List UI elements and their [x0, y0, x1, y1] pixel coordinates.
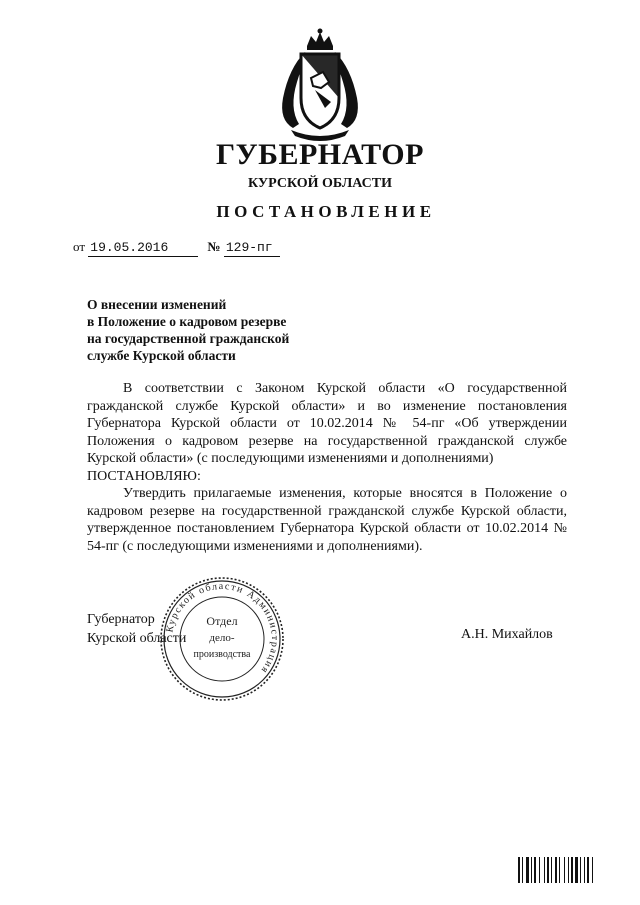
barcode-bar: [518, 857, 520, 883]
signatory-title-line: Курской области: [87, 631, 187, 646]
signatory-name: А.Н. Михайлов: [461, 627, 553, 642]
date-number-line: [73, 239, 280, 259]
stamp-center-line: Отдел: [206, 614, 238, 628]
barcode-bar: [526, 857, 529, 883]
barcode-bar: [522, 857, 523, 883]
stamp-ring-text: Курской области Администрация: [164, 580, 281, 677]
barcode-bar: [571, 857, 573, 883]
barcode-bar: [559, 857, 560, 883]
barcode-bar: [547, 857, 549, 883]
document-heading: [87, 296, 327, 364]
date-label: от: [73, 239, 86, 254]
barcode-bar: [575, 857, 578, 883]
barcode-bar: [584, 857, 585, 883]
barcode-bar: [551, 857, 552, 883]
barcode-bar: [539, 857, 540, 883]
document-number: 129-пг: [224, 240, 280, 257]
stamp-center-line: производства: [193, 649, 251, 660]
heading-line: в Положение о кадровом резерве: [87, 314, 287, 329]
issuer-region: КУРСКОЙ ОБЛАСТИ: [247, 176, 393, 191]
resolution-paragraph: Утвердить прилагаемые изменения, которые вносятся в Положение о кадровом резерве на государственной гражданской службе Курской области, утвержденное постановлением Губернатора Курской области от 10.02.2014 № 54-пг (с последующими изменениями и дополнениями).: [87, 486, 567, 554]
barcode-bar: [564, 857, 565, 883]
document-type: ПОСТАНОВЛЕНИЕ: [216, 202, 436, 221]
barcode-bar: [568, 857, 569, 883]
heading-line: на государственной гражданской: [87, 331, 290, 346]
barcode-bar: [544, 857, 545, 883]
barcode-bar: [587, 857, 589, 883]
barcode-bar: [580, 857, 581, 883]
number-label: №: [207, 239, 221, 254]
barcode-bar: [531, 857, 532, 883]
preamble-paragraph: В соответствии с Законом Курской области «О государственной гражданской службе Курской области» и во изменение постановления Губернатора Курской области от 10.02.2014 № 54-пг «Об утверждении Положения о кадровом резерве на государственной гражданской службе Курской области» (с последующими изменениями и дополнениями): [87, 381, 567, 466]
coat-of-arms-icon: [271, 28, 369, 142]
official-stamp: [158, 575, 286, 703]
signatory-title-line: Губернатор: [87, 612, 155, 627]
barcode-bar: [555, 857, 557, 883]
heading-line: службе Курской области: [87, 348, 236, 363]
document-body: [87, 380, 567, 555]
heading-line: О внесении изменений: [87, 297, 227, 312]
barcode-icon: [518, 857, 610, 883]
barcode-bar: [534, 857, 536, 883]
issuer-title: ГУБЕРНАТОР: [216, 138, 424, 171]
barcode-bar: [592, 857, 593, 883]
stamp-center-line: дело-: [209, 632, 235, 644]
decree-word: ПОСТАНОВЛЯЮ:: [87, 468, 201, 484]
document-date: 19.05.2016: [88, 240, 198, 257]
